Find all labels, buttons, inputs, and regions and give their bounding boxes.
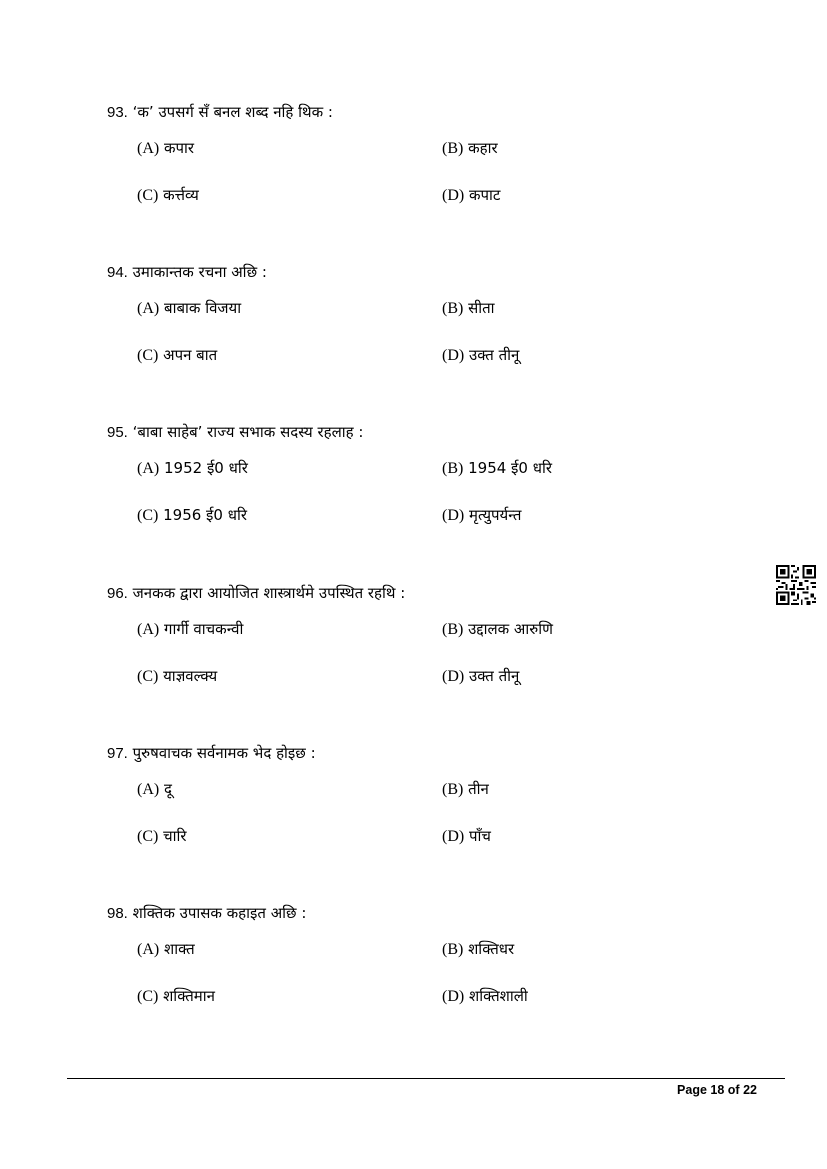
question-text: उमाकान्तक रचना अछि : xyxy=(132,263,267,281)
option-d: (D) पाँच xyxy=(442,827,491,845)
question-text: शक्तिक उपासक कहाइत अछि : xyxy=(132,904,307,922)
option-d: (D) उक्त तीनू xyxy=(442,346,520,364)
option-d: (D) मृत्युपर्यन्त xyxy=(442,506,522,524)
option-a: (A) गार्गी वाचकन्वी xyxy=(137,620,244,638)
question-98 xyxy=(107,903,727,1005)
option-b: (B) 1954 ई0 धरि xyxy=(442,459,552,477)
question-96 xyxy=(107,583,727,685)
option-a: (A) 1952 ई0 धरि xyxy=(137,459,248,477)
question-text: ‘बाबा साहेब’ राज्य सभाक सदस्य रहलाह : xyxy=(132,423,364,441)
option-c: (C) कर्त्तव्य xyxy=(137,186,199,204)
option-c: (C) 1956 ई0 धरि xyxy=(137,506,247,524)
option-b: (B) उद्दालक आरुणि xyxy=(442,620,553,638)
option-b: (B) कहार xyxy=(442,139,498,157)
footer-divider xyxy=(67,1078,785,1079)
option-b: (B) सीता xyxy=(442,299,495,317)
option-d: (D) उक्त तीनू xyxy=(442,667,520,685)
question-number: 95. xyxy=(107,424,128,441)
question-97 xyxy=(107,743,727,845)
question-text: जनकक द्वारा आयोजित शास्त्रार्थमे उपस्थित रहथि : xyxy=(132,584,406,602)
question-93 xyxy=(107,102,727,204)
option-a: (A) कपार xyxy=(137,139,195,157)
question-95 xyxy=(107,422,727,524)
option-c: (C) शक्तिमान xyxy=(137,987,215,1005)
option-c: (C) अपन बात xyxy=(137,346,218,364)
option-a: (A) शाक्त xyxy=(137,940,195,958)
question-number: 98. xyxy=(107,905,128,922)
option-a: (A) बाबाक विजया xyxy=(137,299,242,317)
question-94 xyxy=(107,262,727,364)
question-text: ‘क’ उपसर्ग सँ बनल शब्द नहि थिक : xyxy=(132,103,333,121)
question-text: पुरुषवाचक सर्वनामक भेद होइछ : xyxy=(132,744,316,762)
option-d: (D) शक्तिशाली xyxy=(442,987,528,1005)
option-b: (B) शक्तिधर xyxy=(442,940,515,958)
option-c: (C) चारि xyxy=(137,827,187,845)
question-number: 93. xyxy=(107,104,128,121)
option-c: (C) याज्ञवल्क्य xyxy=(137,667,218,685)
qr-code-icon xyxy=(776,565,816,605)
option-a: (A) दू xyxy=(137,780,172,798)
page-number: Page 18 of 22 xyxy=(677,1083,757,1097)
question-number: 97. xyxy=(107,745,128,762)
option-d: (D) कपाट xyxy=(442,186,501,204)
question-number: 96. xyxy=(107,585,128,602)
question-number: 94. xyxy=(107,264,128,281)
option-b: (B) तीन xyxy=(442,780,489,798)
